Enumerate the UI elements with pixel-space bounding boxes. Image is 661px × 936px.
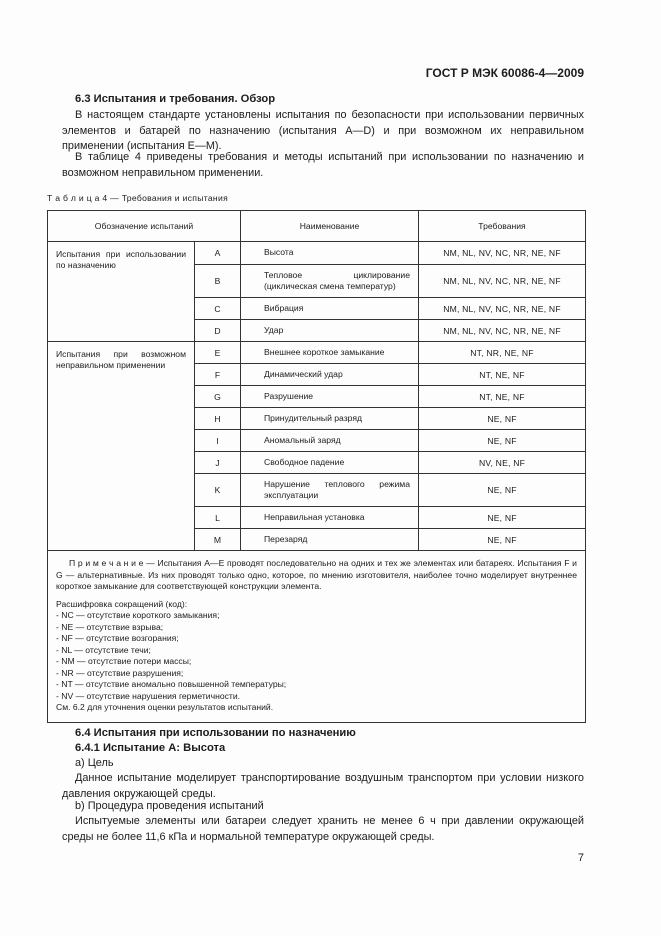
- column-header-name: Наименование: [241, 211, 419, 242]
- test-name: Высота: [241, 242, 419, 265]
- test-name: Свободное падение: [241, 452, 419, 474]
- test-code: D: [195, 320, 241, 342]
- page-number: 7: [577, 852, 584, 864]
- test-code: C: [195, 298, 241, 320]
- requirements-table: [47, 210, 586, 723]
- column-header-designation: Обозначение испытаний: [48, 211, 241, 242]
- test-requirements: NE, NF: [419, 430, 586, 452]
- test-code: A: [195, 242, 241, 265]
- table-row: [48, 342, 586, 364]
- test-requirements: NM, NL, NV, NC, NR, NE, NF: [419, 242, 586, 265]
- test-requirements: NE, NF: [419, 529, 586, 551]
- test-name: Перезаряд: [241, 529, 419, 551]
- test-name: Неправильная установка: [241, 507, 419, 529]
- test-requirements: NV, NE, NF: [419, 452, 586, 474]
- test-requirements: NM, NL, NV, NC, NR, NE, NF: [419, 265, 586, 298]
- test-name: Аномальный заряд: [241, 430, 419, 452]
- test-requirements: NM, NL, NV, NC, NR, NE, NF: [419, 298, 586, 320]
- table-notes-row: [48, 551, 586, 723]
- section-6-3-paragraph-1: В настоящем стандарте установлены испытания по безопасности при использовании первичных элементов и батарей по назначению (испытания А—D) и при возможном их неправильном применении (испытания Е—М).: [62, 109, 584, 152]
- legend-item: - NL — отсутствие течи;: [56, 644, 151, 655]
- test-code: J: [195, 452, 241, 474]
- purpose-text: Данное испытание моделирует транспортирование воздушным транспортом при условии низкого давления окружающей среды.: [62, 772, 584, 800]
- section-6-3-heading: 6.3 Испытания и требования. Обзор: [75, 93, 276, 105]
- legend-item: - NC — отсутствие короткого замыкания;: [56, 610, 220, 620]
- table-caption: Т а б л и ц а 4 — Требования и испытания: [47, 193, 229, 203]
- procedure-text: Испытуемые элементы или батареи следует хранить не менее 6 ч при давлении окружающей среды не более 11,6 кПа и нормальной температуре окружающей среды.: [62, 815, 584, 843]
- table-row: [48, 242, 586, 265]
- test-name: Принудительный разряд: [241, 408, 419, 430]
- table-header-row: [48, 211, 586, 242]
- test-name: Тепловое циклирование (циклическая смена температур): [241, 265, 419, 298]
- table-note: П р и м е ч а н и е — Испытания А—Е проводят последовательно на одних и тех же элементах или батареях. Испытания F и G — альтернативные. Из них проводят только одно, которое, по мнению изготовителя, наиболее точно моделирует внутреннее короткое замыкание для соответствующей конструкции элемента.: [56, 558, 577, 591]
- legend-item: - NM — отсутствие потери массы;: [56, 656, 192, 666]
- section-6-4-1-heading: 6.4.1 Испытание А: Высота: [75, 742, 226, 754]
- test-code: I: [195, 430, 241, 452]
- test-code: E: [195, 342, 241, 364]
- legend-item: - NV — отсутствие нарушения герметичности.: [56, 690, 241, 701]
- see-reference: См. 6.2 для уточнения оценки результатов испытаний.: [56, 702, 274, 712]
- legend-item: - NF — отсутствие возгорания;: [56, 633, 179, 643]
- legend-item: - NR — отсутствие разрушения;: [56, 667, 184, 678]
- test-code: L: [195, 507, 241, 529]
- test-code: H: [195, 408, 241, 430]
- section-6-4-heading: 6.4 Испытания при использовании по назначению: [75, 727, 356, 739]
- test-name: Удар: [241, 320, 419, 342]
- test-name: Разрушение: [241, 386, 419, 408]
- test-requirements: NE, NF: [419, 474, 586, 507]
- procedure-label: b) Процедура проведения испытаний: [75, 800, 264, 812]
- group-label-intended-use: Испытания при использовании по назначению: [48, 242, 195, 342]
- test-requirements: NM, NL, NV, NC, NR, NE, NF: [419, 320, 586, 342]
- test-name: Динамический удар: [241, 364, 419, 386]
- document-header: ГОСТ Р МЭК 60086-4—2009: [425, 66, 584, 80]
- column-header-requirements: Требования: [419, 211, 586, 242]
- test-code: M: [195, 529, 241, 551]
- test-name: Вибрация: [241, 298, 419, 320]
- test-requirements: NT, NE, NF: [419, 364, 586, 386]
- legend-title: Расшифровка сокращений (код):: [56, 598, 188, 609]
- test-code: B: [195, 265, 241, 298]
- test-requirements: NT, NR, NE, NF: [419, 342, 586, 364]
- test-code: F: [195, 364, 241, 386]
- section-6-3-paragraph-2: В таблице 4 приведены требования и методы испытаний при использовании по назначению и возможном неправильном применении.: [62, 151, 584, 179]
- test-code: K: [195, 474, 241, 507]
- table-notes: [48, 551, 586, 723]
- purpose-label: а) Цель: [75, 757, 114, 769]
- group-label-misuse: Испытания при возможном неправильном применении: [48, 342, 195, 551]
- test-requirements: NE, NF: [419, 408, 586, 430]
- test-name: Внешнее короткое замыкание: [241, 342, 419, 364]
- test-requirements: NE, NF: [419, 507, 586, 529]
- legend-item: - NT — отсутствие аномально повышенной температуры;: [56, 679, 287, 689]
- test-code: G: [195, 386, 241, 408]
- legend-item: - NE — отсутствие взрыва;: [56, 621, 164, 632]
- test-name: Нарушение теплового режима эксплуатации: [241, 474, 419, 507]
- test-requirements: NT, NE, NF: [419, 386, 586, 408]
